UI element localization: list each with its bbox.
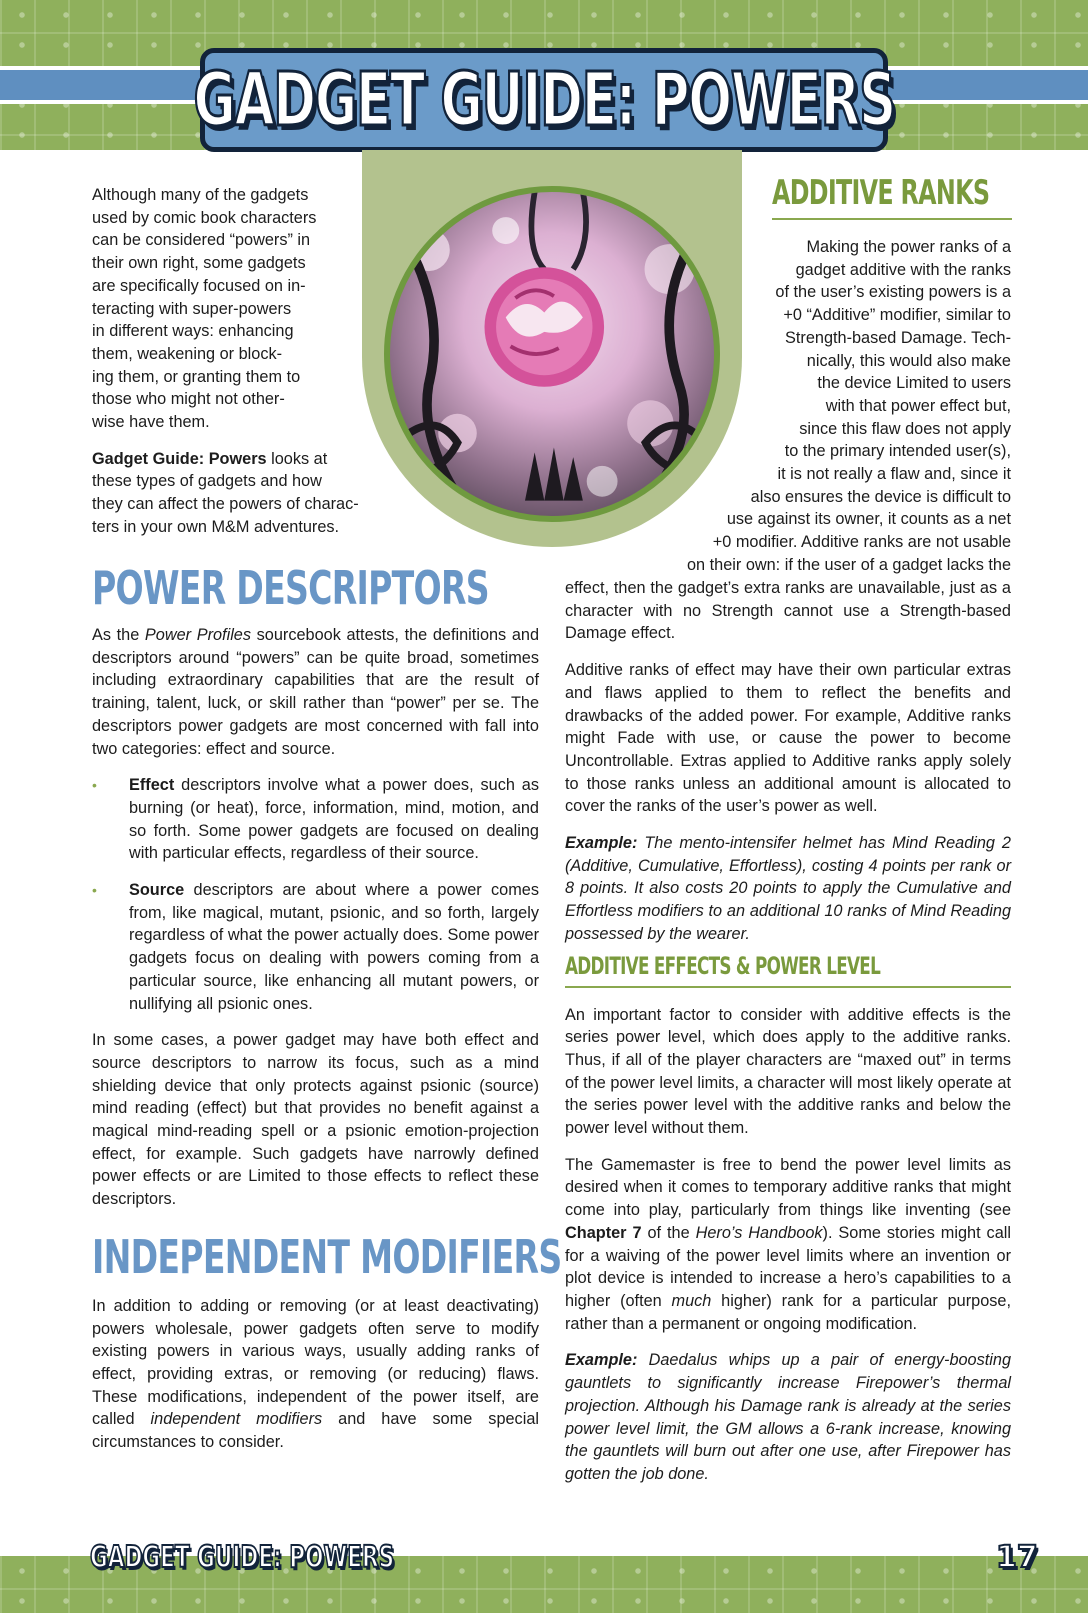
descriptor-list xyxy=(92,774,539,1015)
example-label: Example: xyxy=(565,1351,638,1370)
right-column xyxy=(565,577,1011,1500)
left-column xyxy=(92,560,562,1468)
bullet-icon: • xyxy=(92,882,97,899)
bullet-term: Source xyxy=(129,881,185,900)
list-item xyxy=(92,879,539,1015)
wrap-line: to the primary intended user(s), xyxy=(784,442,1011,461)
footer-title: GADGET GUIDE: POWERS xyxy=(90,1540,395,1575)
text-run: The Gamemaster is free to bend the power level limits as desired when it comes to temporary additive ranks that might come into play, particularly from things like inventing (see xyxy=(565,1155,1011,1220)
heading-rule xyxy=(565,986,1011,988)
wrap-line: since this flaw does not apply xyxy=(799,419,1011,438)
wrap-line: it is not really a flaw and, since it xyxy=(777,465,1011,484)
text-run: In addition to adding or removing (or at least deactivating) powers wholesale, power gadgets often serve to modify existing powers in various ways, usually adding ranks of effect, providing extras, or removing (or reducing) flaws. These modifications, independent of the power itself, are called xyxy=(92,1296,539,1429)
power-descriptors-closing: In some cases, a power gadget may have both effect and source descriptors to narrow its focus, such as a mind shielding device that only protects against psionic (source) mind reading (effect) but that provides no benefit against a magical mind-reading spell or a psionic emotion-projection effect, for example. Such gadgets have narrowly defined power effects or are Limited to those effects to reflect these descriptors. xyxy=(92,1031,539,1209)
intro-line: can be considered “powers” in xyxy=(92,231,311,250)
list-item xyxy=(92,774,539,865)
additive-effects-heading: ADDITIVE EFFECTS & POWER LEVEL xyxy=(565,951,881,980)
wrap-line: Making the power ranks of a xyxy=(806,238,1011,256)
independent-modifiers-heading: INDEPENDENT MODIFIERS xyxy=(92,1229,562,1284)
bullet-icon: • xyxy=(92,777,97,794)
wrap-line: nically, this would also make xyxy=(806,351,1011,370)
intro-line: their own right, some gadgets xyxy=(92,254,306,273)
wrap-line: with that power effect but, xyxy=(825,396,1011,415)
text-run: As the xyxy=(92,626,145,644)
bullet-text: descriptors are about where a power comes from, like magical, mutant, psionic, and so forth, largely regardless of what the power actually does. Some power gadgets focus on dealing with powers coming from a particular source, like enhancing all mutant powers, or nullifying all psionic ones. xyxy=(129,881,539,1013)
page-title: GADGET GUIDE: POWERS xyxy=(193,57,895,143)
wrap-line: +0 “Additive” modifier, similar to xyxy=(783,306,1011,325)
wrap-line: on their own: if the user of a gadget lacks the xyxy=(686,555,1011,574)
intro-line: Although many of the gadgets xyxy=(92,186,309,204)
intro-line: used by comic book characters xyxy=(92,208,317,227)
text-run: and have some special circumstances to consider. xyxy=(92,1410,539,1452)
intro-line: ters in your own M&M adventures. xyxy=(92,517,340,536)
wrap-line: also ensures the device is difficult to xyxy=(750,487,1011,506)
additive-ranks-header xyxy=(772,172,1012,220)
intro-line: teracting with super-powers xyxy=(92,299,292,318)
wrap-line: of the user’s existing powers is a xyxy=(775,283,1011,302)
intro-line: they can affect the powers of charac- xyxy=(92,495,359,514)
intro-section xyxy=(92,184,382,553)
heading-rule xyxy=(772,218,1012,220)
page-title-banner xyxy=(193,48,895,152)
text-run: sourcebook attests, the definitions and descriptors around “powers” can be quite broad, sometimes including extraordinary capabilities that are the result of training, talent, luck, or skill rather than “power” per se. The descriptors power gadgets are most concerned with fall into two categories: effect and source. xyxy=(92,626,539,758)
intro-line: them, weakening or block- xyxy=(92,344,283,363)
text-run: of the xyxy=(641,1223,696,1242)
independent-modifiers-text xyxy=(92,1295,539,1454)
book-title: Power Profiles xyxy=(144,626,252,644)
intro-line: looks at xyxy=(266,449,328,468)
intro-line: in different ways: enhancing xyxy=(92,322,294,341)
bullet-text: descriptors involve what a power does, such as burning (or heat), force, information, mind, motion, and so forth. Some power gadgets are focused on dealing with particular effects, regardless of their source. xyxy=(129,776,539,863)
emphasis: much xyxy=(671,1291,712,1310)
wrap-line: use against its owner, it counts as a net xyxy=(726,510,1011,529)
term-italic: independent modifiers xyxy=(150,1410,323,1429)
additive-ranks-extras: Additive ranks of effect may have their own particular extras and flaws applied to them to reflect the benefits and drawbacks of the added power. For example, Additive ranks might Fade with use, or cause the power to become Uncontrollable. Extras applied to Additive ranks apply solely to those ranks unless an additional amount is allocated to cover the ranks of the user’s power as well. xyxy=(565,661,1011,816)
additive-ranks-example xyxy=(565,832,1011,946)
example-label: Example: xyxy=(565,834,638,853)
chapter-ref: Chapter 7 xyxy=(565,1223,642,1242)
power-descriptors-intro xyxy=(92,624,539,760)
example-text: The mento-intensifer helmet has Mind Reading 2 (Additive, Cumulative, Effortless), costing 4 points per rank or 8 points. It also costs 20 points to apply the Cumulative and Effortless modifiers to an additional 10 ranks of Mind Reading possessed by the wearer. xyxy=(565,834,1011,943)
intro-line: those who might not other- xyxy=(92,390,285,409)
wrap-line: the device Limited to users xyxy=(817,374,1011,393)
example-text: Daedalus whips up a pair of energy-boosting gauntlets to significantly increase Firepower’s thermal projection. Although his Damage rank is already at the series power level limit, the GM allows a 6-rank increase, knowing the gauntlets will burn out after one use, after Firepower has gotten the job done. xyxy=(565,1351,1011,1483)
bullet-term: Effect xyxy=(129,776,175,795)
book-title: Hero’s Handbook xyxy=(695,1223,823,1242)
text-run: ). Some stories might call for a waiving of the power level limits where an invention or plot device is intended to increase a hero’s capabilities to a higher (often xyxy=(565,1223,1011,1310)
wrap-line: +0 modifier. Additive ranks are not usable xyxy=(712,533,1011,552)
additive-effects-text: An important factor to consider with additive effects is the series power level, which does apply to the additive ranks. Thus, if all of the player characters are “maxed out” in terms of the power level limits, a character will most likely operate at the series power level with the additive ranks and below the power level without them. xyxy=(565,1005,1011,1138)
intro-bold-title: Gadget Guide: Powers xyxy=(92,449,267,468)
wrap-line: Strength-based Damage. Tech- xyxy=(785,328,1011,347)
page-number: 17 xyxy=(996,1540,1038,1575)
intro-line: these types of gadgets and how xyxy=(92,472,322,491)
gamemaster-text xyxy=(565,1154,1011,1336)
intro-line: are specifically focused on in- xyxy=(92,276,306,295)
power-descriptors-heading: POWER DESCRIPTORS xyxy=(92,561,489,615)
text-run: higher) rank for a particular purpose, rather than a permanent or ongoing modification. xyxy=(565,1291,1011,1333)
wrap-line: gadget additive with the ranks xyxy=(795,260,1011,279)
additive-ranks-text: effect, then the gadget’s extra ranks are unavailable, just as a character with no Strength cannot use a Strength-based Damage effect. xyxy=(565,579,1011,643)
additive-effects-example xyxy=(565,1349,1011,1485)
additive-ranks-wrap xyxy=(560,236,1011,577)
intro-line: wise have them. xyxy=(92,413,210,432)
additive-ranks-heading: ADDITIVE RANKS xyxy=(772,173,990,213)
intro-line: ing them, or granting them to xyxy=(92,367,301,386)
